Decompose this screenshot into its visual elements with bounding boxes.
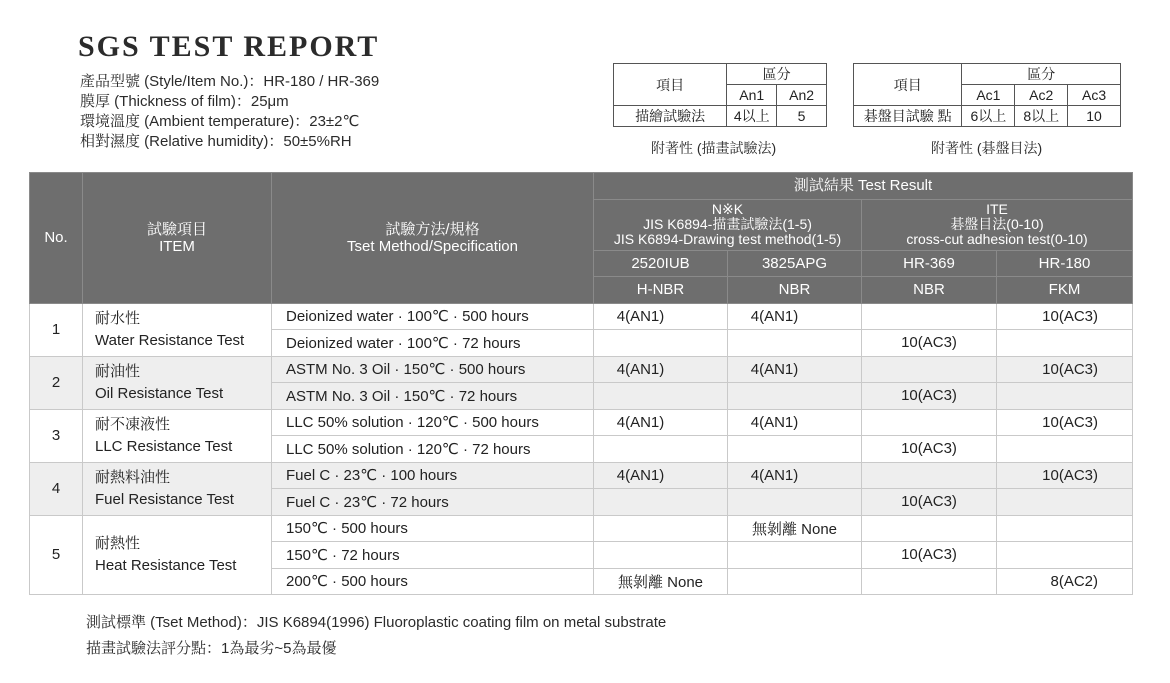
legend-drawing-caption: 附著性 (描畫試驗法) [651, 140, 777, 156]
header-nk-zh: JIS K6894-描畫試驗法(1-5) [643, 216, 812, 232]
legend-item-header: 項目 [854, 64, 962, 106]
row-method: ASTM No. 3 Oil · 150℃ · 72 hours [272, 383, 594, 410]
row-item-en: Heat Resistance Test [95, 556, 237, 574]
header-item-en: ITEM [159, 237, 195, 255]
result-cell [728, 436, 862, 463]
result-cell: 10(AC3) [862, 330, 997, 357]
row-method: 150℃ · 500 hours [272, 515, 594, 542]
row-no: 5 [30, 515, 83, 595]
row-method: Fuel C · 23℃ · 72 hours [272, 489, 594, 516]
row-item-zh: 耐熱料油性 [95, 468, 171, 486]
result-cell: 10(AC3) [997, 303, 1133, 330]
table-row [30, 462, 1133, 489]
header-nk-method [594, 199, 862, 250]
spec-list [80, 72, 379, 152]
result-cell [594, 330, 728, 357]
legend-col-an2: An2 [777, 85, 827, 106]
footer-method-note: 測試標準 (Tset Method)：JIS K6894(1996) Fluoroplastic coating film on metal substrate [86, 614, 667, 631]
row-no: 4 [30, 462, 83, 515]
result-cell: 4(AN1) [594, 409, 728, 436]
result-cell [997, 383, 1133, 410]
footer-scale-note: 描畫試驗法評分點：1為最劣~5為最優 [86, 640, 337, 657]
report-title: SGS TEST REPORT [78, 30, 380, 63]
row-item [83, 515, 272, 595]
result-cell [997, 542, 1133, 569]
spec-item-temperature: 環境溫度 (Ambient temperature)：23±2℃ [80, 113, 360, 130]
row-method: Deionized water · 100℃ · 72 hours [272, 330, 594, 357]
result-cell: 4(AN1) [728, 409, 862, 436]
header-ite-en: cross-cut adhesion test(0-10) [906, 231, 1088, 247]
result-cell [728, 568, 862, 595]
table-row [30, 356, 1133, 383]
header-item-zh: 試驗項目 [146, 220, 207, 238]
test-result-table [29, 172, 1133, 595]
result-cell: 8(AC2) [997, 568, 1133, 595]
header-method-en: Tset Method/Specification [347, 237, 518, 255]
header-product: HR-180 [997, 250, 1133, 277]
result-cell [997, 515, 1133, 542]
result-cell [594, 515, 728, 542]
result-cell [997, 330, 1133, 357]
row-method: ASTM No. 3 Oil · 150℃ · 500 hours [272, 356, 594, 383]
row-no: 3 [30, 409, 83, 462]
header-product: 3825APG [728, 250, 862, 277]
result-cell: 10(AC3) [862, 542, 997, 569]
result-cell [862, 515, 997, 542]
row-item-zh: 耐熱性 [95, 534, 141, 552]
row-item-en: Oil Resistance Test [95, 384, 224, 402]
result-cell [728, 489, 862, 516]
row-item-zh: 耐水性 [95, 309, 141, 327]
result-cell: 10(AC3) [862, 489, 997, 516]
legend-value-ac2: 8以上 [1015, 106, 1068, 127]
header-material: NBR [862, 277, 997, 304]
row-method: Fuel C · 23℃ · 100 hours [272, 462, 594, 489]
legend-value-ac3: 10 [1068, 106, 1121, 127]
header-product: HR-369 [862, 250, 997, 277]
row-item-zh: 耐不凍液性 [95, 415, 171, 433]
legend-class-header: 區分 [962, 64, 1121, 85]
header-item [83, 173, 272, 304]
result-cell: 4(AN1) [594, 462, 728, 489]
result-cell [862, 462, 997, 489]
row-method: LLC 50% solution · 120℃ · 72 hours [272, 436, 594, 463]
header-nk-en: JIS K6894-Drawing test method(1-5) [613, 231, 842, 247]
result-body [30, 303, 1133, 595]
row-method: LLC 50% solution · 120℃ · 500 hours [272, 409, 594, 436]
result-cell: 10(AC3) [997, 409, 1133, 436]
row-item [83, 303, 272, 356]
spec-item-humidity: 相對濕度 (Relative humidity)：50±5%RH [80, 133, 352, 150]
result-cell [594, 436, 728, 463]
legend-value-an2: 5 [777, 106, 827, 127]
result-cell [862, 356, 997, 383]
result-cell: 4(AN1) [728, 356, 862, 383]
legend-crosscut-table [853, 63, 1121, 127]
result-cell: 10(AC3) [997, 356, 1133, 383]
header-material: H-NBR [594, 277, 728, 304]
result-cell [862, 409, 997, 436]
header-test-result: 測試結果 Test Result [594, 173, 1133, 200]
row-item [83, 462, 272, 515]
row-item-en: Fuel Resistance Test [95, 490, 234, 508]
table-row [30, 515, 1133, 542]
row-method: 150℃ · 72 hours [272, 542, 594, 569]
legend-col-ac3: Ac3 [1068, 85, 1121, 106]
result-cell [728, 542, 862, 569]
header-ite-brand: ITE [986, 201, 1008, 217]
row-method: 200℃ · 500 hours [272, 568, 594, 595]
row-no: 1 [30, 303, 83, 356]
row-item-en: LLC Resistance Test [95, 437, 233, 455]
row-item-en: Water Resistance Test [95, 331, 245, 349]
result-cell [997, 436, 1133, 463]
legend-row-label: 碁盤目試驗 點 [854, 106, 962, 127]
legend-row-label: 描繪試驗法 [614, 106, 727, 127]
result-cell: 10(AC3) [997, 462, 1133, 489]
header-no: No. [30, 173, 83, 304]
row-item [83, 409, 272, 462]
legend-col-ac2: Ac2 [1015, 85, 1068, 106]
result-cell: 4(AN1) [594, 356, 728, 383]
result-cell: 10(AC3) [862, 383, 997, 410]
header-material: FKM [997, 277, 1133, 304]
legend-crosscut-caption: 附著性 (碁盤目法) [931, 140, 1043, 156]
result-cell: 10(AC3) [862, 436, 997, 463]
legend-item-header: 項目 [614, 64, 727, 106]
legend-class-header: 區分 [727, 64, 827, 85]
result-cell: 4(AN1) [728, 303, 862, 330]
result-cell [728, 383, 862, 410]
result-cell: 無剝離 None [728, 515, 862, 542]
result-cell: 4(AN1) [728, 462, 862, 489]
header-ite-method [862, 199, 1133, 250]
result-cell [594, 383, 728, 410]
table-row [30, 303, 1133, 330]
row-method: Deionized water · 100℃ · 500 hours [272, 303, 594, 330]
result-cell [997, 489, 1133, 516]
header-nk-brand: N※K [711, 201, 744, 217]
spec-item-model: 產品型號 (Style/Item No.)：HR-180 / HR-369 [80, 73, 380, 90]
row-no: 2 [30, 356, 83, 409]
result-cell: 無剝離 None [594, 568, 728, 595]
row-item [83, 356, 272, 409]
result-cell [862, 568, 997, 595]
table-row [30, 409, 1133, 436]
legend-value-ac1: 6以上 [962, 106, 1015, 127]
header-method-zh: 試驗方法/規格 [385, 220, 480, 238]
legend-col-ac1: Ac1 [962, 85, 1015, 106]
result-cell: 4(AN1) [594, 303, 728, 330]
legend-drawing-table [613, 63, 827, 127]
legend-value-an1: 4以上 [727, 106, 777, 127]
header-product: 2520IUB [594, 250, 728, 277]
result-cell [728, 330, 862, 357]
header-material: NBR [728, 277, 862, 304]
header-ite-zh: 碁盤目法(0-10) [950, 216, 1044, 232]
spec-item-thickness: 膜厚 (Thickness of film)：25μm [80, 93, 289, 110]
header-method [272, 173, 594, 304]
result-cell [594, 542, 728, 569]
result-cell [862, 303, 997, 330]
row-item-zh: 耐油性 [95, 362, 141, 380]
result-cell [594, 489, 728, 516]
legend-col-an1: An1 [727, 85, 777, 106]
